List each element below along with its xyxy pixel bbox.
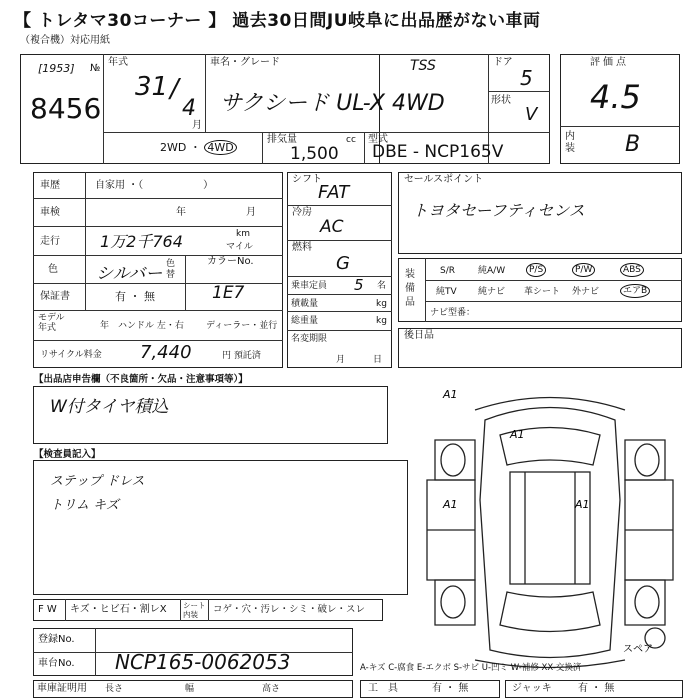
equipment-label: 装備品 [405, 269, 415, 308]
mile-label: マイル [226, 242, 253, 252]
rear-items-box [398, 328, 682, 368]
capacity-unit: 名 [377, 281, 387, 291]
capacity-label: 乗車定員 [291, 281, 328, 291]
height-label: 高さ [262, 684, 281, 694]
name-label: 車名・グレード [210, 57, 280, 68]
damage-mark-2: A1 [510, 428, 525, 441]
inspector-line-2: トリム キズ [50, 498, 119, 513]
lot-handwritten: [1953] [38, 62, 75, 75]
color-label: 色 [48, 264, 58, 275]
jack-label: ジャッキ [512, 683, 552, 694]
recycle-value: 7,440 [140, 342, 192, 363]
seat-label: シート内装 [183, 601, 206, 619]
reg-no-label: 登録No. [38, 634, 75, 645]
color-no-label: カラーNo. [207, 256, 254, 267]
score-label: 評価点 [590, 57, 629, 68]
shift-value: FAT [318, 182, 350, 203]
inspection-label: 車検 [40, 207, 60, 218]
vehicle-damage-diagram [415, 380, 685, 670]
banner: 【 トレタマ30コーナー 】 過去30日間JU岐阜に出品歴がない車両 [14, 11, 541, 31]
warranty-value: 有 ・ 無 [115, 290, 155, 303]
equip-pw: P/W [572, 263, 595, 277]
drive-4wd-circled: 4WD [204, 140, 236, 155]
chassis-value: NCP165-0062053 [115, 650, 291, 674]
load-unit: kg [376, 299, 387, 309]
equip-ps: P/S [526, 263, 546, 277]
handle-label: ハンドル 左・右 [118, 321, 184, 331]
month-value: 4 [182, 96, 196, 121]
equip-ext-navi: 外ナビ [572, 287, 600, 297]
recycle-label: リサイクル料金 [40, 350, 102, 360]
navi-model-label: ナビ型番： [430, 308, 476, 318]
shape-value: V [525, 104, 538, 125]
fw-label: F W [38, 604, 57, 615]
inspection-year: 年 [176, 207, 186, 218]
expiry-day: 日 [373, 355, 383, 365]
width-label: 幅 [185, 684, 195, 694]
ac-value: AC [320, 217, 344, 237]
history-value: 自家用 ・（ ） [95, 180, 214, 191]
seat-value: コゲ・穴・汚レ・シミ・破レ・スレ [213, 604, 366, 615]
model-value: DBE - NCP165V [372, 142, 504, 162]
color-value: シルバー [96, 264, 163, 284]
displacement-unit: cc [346, 135, 356, 145]
damage-legend: A-キズ C-腐食 E-エクボ S-サビ U-凹ミ W-補修 XX-交換済 [360, 663, 582, 673]
color-swap-label: 色替 [166, 259, 176, 280]
equip-tv: 純TV [436, 287, 457, 297]
warranty-label: 保証書 [40, 291, 70, 302]
model-year-unit: 年 [100, 321, 110, 331]
sales-point-label: セールスポイント [404, 174, 484, 185]
sales-point-value: トヨタセーフティセンス [412, 201, 585, 220]
name-value: サクシード UL-X 4WD [220, 91, 445, 116]
equip-sr: S/R [440, 266, 455, 276]
jack-value: 有 ・ 無 [578, 683, 615, 694]
equip-alloy-wheel: 純A/W [478, 266, 506, 276]
seller-report-value: W付タイヤ積込 [50, 397, 169, 417]
color-no-value: 1E7 [212, 283, 245, 303]
lot-no-label: № [90, 63, 101, 74]
damage-mark-3: A1 [443, 498, 458, 511]
shape-label: 形状 [491, 95, 511, 106]
seller-report-label: 【出品店申告欄（不良箇所・欠品・注意事項等）】 [34, 374, 248, 385]
interior-label: 内装 [565, 131, 575, 154]
km-label: km [236, 229, 250, 239]
door-label: ドア [493, 57, 513, 68]
total-weight-label: 総重量 [291, 316, 319, 326]
score-value: 4.5 [590, 78, 641, 116]
form-note: （複合機）対応用紙 [20, 35, 110, 46]
fuel-label: 燃料 [292, 242, 312, 253]
month-label: 月 [192, 120, 202, 131]
garage-cert-label: 車庫証明用 [37, 683, 87, 694]
door-value: 5 [520, 66, 533, 90]
ac-label: 冷房 [292, 207, 312, 218]
model-year-label: モデル年式 [38, 313, 65, 333]
interior-value: B [625, 132, 641, 157]
equip-airbag: エアB [620, 284, 650, 298]
drive-2wd: 2WD ・ 4WD [160, 142, 237, 154]
recycle-unit: 円 預託済 [222, 351, 261, 361]
model-label: 型式 [368, 134, 388, 145]
total-weight-unit: kg [376, 316, 387, 326]
capacity-value: 5 [354, 276, 364, 294]
chassis-label: 車台No. [38, 658, 75, 669]
equip-abs: ABS [620, 263, 644, 277]
load-label: 積載量 [291, 299, 319, 309]
equip-leather: 革シート [524, 287, 561, 297]
inspector-label: 【検査員記入】 [34, 449, 101, 460]
name-note: TSS [410, 58, 436, 74]
spare-label: スペア [623, 644, 653, 655]
fw-value: キズ・ヒビ石・割レX [70, 604, 167, 615]
displacement-value: 1,500 [290, 144, 339, 164]
year-label: 年式 [108, 57, 128, 68]
dealer-label: ディーラー・並行 [206, 321, 278, 331]
tools-value: 有 ・ 無 [432, 683, 469, 694]
mileage-label: 走行 [40, 236, 60, 247]
lot-number: 8456 [30, 92, 102, 125]
fuel-value: G [336, 253, 350, 274]
damage-mark-4: A1 [575, 498, 590, 511]
mileage-value: 1万2千764 [100, 232, 183, 251]
displacement-label: 排気量 [267, 134, 297, 145]
registration-expiry-label: 名変期限 [291, 334, 328, 344]
inspection-month: 月 [246, 207, 256, 218]
length-label: 長さ [105, 684, 124, 694]
tools-label: 工 具 [368, 683, 398, 694]
equip-navi: 純ナビ [478, 287, 506, 297]
expiry-month: 月 [336, 355, 346, 365]
shift-label: シフト [292, 174, 322, 185]
history-label: 車歴 [40, 180, 60, 191]
damage-mark-1: A1 [443, 388, 458, 401]
year-value: 31 [135, 72, 169, 102]
inspector-line-1: ステップ ドレス [50, 474, 145, 489]
rear-items-label: 後日品 [404, 330, 434, 341]
